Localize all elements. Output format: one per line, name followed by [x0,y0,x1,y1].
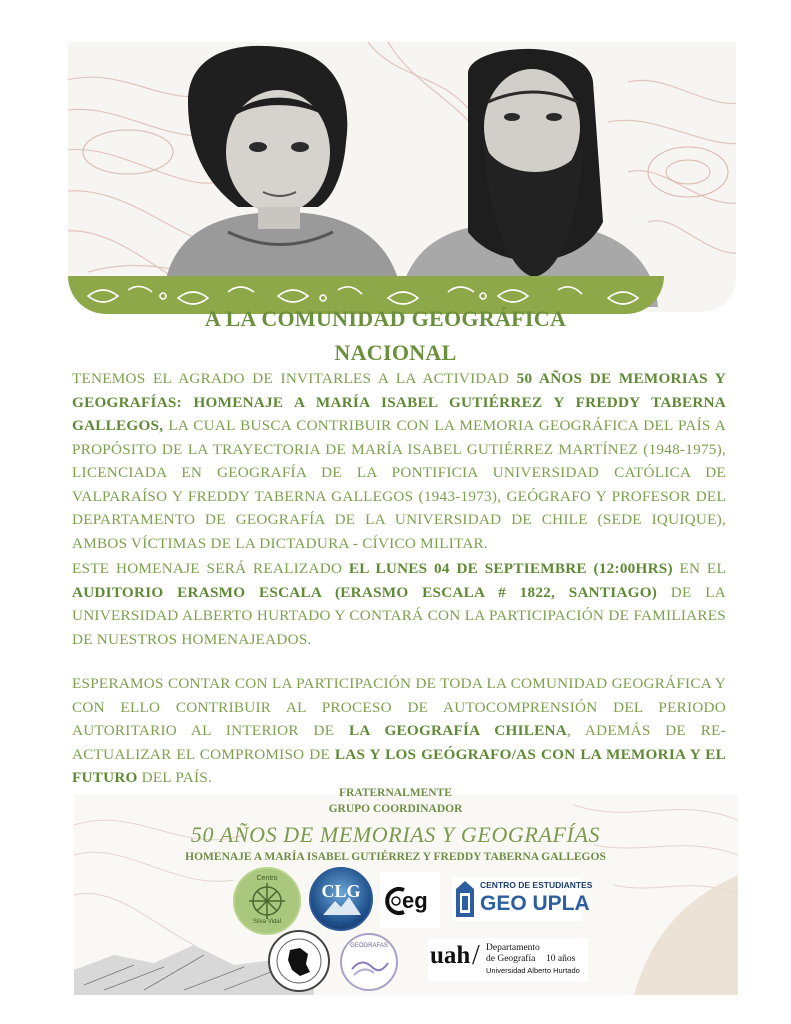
body-text: , ADEMÁS DE RE-ACTUALIZAR EL COMPROMISO DE [72,722,726,763]
mountain-icon [311,869,371,929]
emphasis-text: EL LUNES 04 DE SEPTIEMBRE (12:00HRS) [348,560,673,577]
centro-logo [233,867,301,935]
centro-logo-bottom: Silva Vidal [253,919,281,925]
geografas-logo-text: GEÓGRAFAS [350,943,388,949]
event-name: 50 AÑOS DE MEMORIAS Y GEOGRAFÍAS [190,822,601,847]
emphasis-text: 50 AÑOS DE MEMORIAS Y GEOGRAFÍAS: HOMENAJE A MARÍA ISABEL GUTIÉRREZ Y FREDDY TABERNA GALLEGOS, [72,370,727,434]
emphasis-text: AUDITORIO ERASMO ESCALA (ERASMO ESCALA # 1822, SANTIAGO) [72,583,658,601]
invitation-paragraph [72,367,726,555]
ceg-logo-text: eg [402,888,428,913]
signature-line1: FRATERNALMENTE [339,787,452,799]
uah-years: 10 años [546,954,576,964]
body-text: DE LA UNIVERSIDAD ALBERTO HURTADO Y CONTARÁ CON LA PARTICIPACIÓN DE FAMILIARES DE NUESTROS HOMENAJEADOS. [72,583,727,648]
geo-upla-line2: GEO UPLA [480,892,590,915]
body-text: ESPERAMOS CONTAR CON LA PARTICIPACIÓN DE TODA LA COMUNIDAD GEOGRÁFICA Y CON ELLO CONTRIBUIR AL PROCESO DE AUTOCOMPRENSIÓN DEL PERIODO AUTORITARIO AL INTERIOR DE [72,675,726,739]
geografas-logo [340,933,398,991]
clg-logo [309,867,373,931]
uah-brand: uah [430,942,471,969]
body-text: ESTE HOMENAJE SERÁ REALIZADO [72,560,349,577]
body-text: DEL PAÍS. [137,769,212,786]
page-title-line2: NACIONAL [334,340,457,365]
signature-line2: GRUPO COORDINADOR [328,803,463,815]
body-text: EN EL [672,560,726,577]
uah-line3: Universidad Alberto Hurtado [486,966,580,975]
uah-slash: / [472,940,480,971]
centro-logo-top: Centro [256,875,278,882]
geo-upla-line1: CENTRO DE ESTUDIANTES [480,880,593,890]
map-icon [270,932,328,990]
geo-upla-logo [452,877,593,921]
page-title-line1: A LA COMUNIDAD GEOGRÁFICA [204,306,567,331]
portraits-illustration [68,42,736,312]
body-text: TENEMOS EL AGRADO DE INVITARLES A LA ACTIVIDAD [72,370,517,387]
building-icon [454,879,476,919]
ceg-logo [380,872,440,928]
closing-paragraph [72,672,726,790]
uah-line1: Departamento [486,943,540,953]
wave-icon [342,935,396,989]
event-details-paragraph [72,557,726,651]
body-text: LA CUAL BUSCA CONTRIBUIR CON LA MEMORIA GEOGRÁFICA DEL PAÍS A PROPÓSITO DE LA TRAYECTORIA DE MARÍA ISABEL GUTIÉRREZ MARTÍNEZ (1948-1975), LICENCIADA EN GEOGRAFÍA DE LA PONTIFICIA UNIVERSIDAD CATÓLICA DE VALPARAÍSO Y FREDDY TABERNA GALLEGOS (1943-1973), GEÓGRAFO Y PROFESOR DEL DEPARTAMENTO DE GEOGRAFÍA DE LA UNIVERSIDAD DE CHILE (SEDE IQUIQUE), AMBOS VÍCTIMAS DE LA DICTADURA - CÍVICO MILITAR. [72,417,726,552]
emphasis-text: LAS Y LOS GEÓGRAFO/AS CON LA MEMORIA Y EL FUTURO [72,745,726,786]
uah-logo [428,938,588,982]
clg-logo-text: CLG [321,881,361,901]
uah-line2: de Geografía [486,954,536,964]
department-seal-logo [268,930,330,992]
emphasis-text: LA GEOGRAFÍA CHILENA [348,722,567,739]
event-subtitle: HOMENAJE A MARÍA ISABEL GUTIÉRREZ Y FREDDY TABERNA GALLEGOS [185,851,606,863]
